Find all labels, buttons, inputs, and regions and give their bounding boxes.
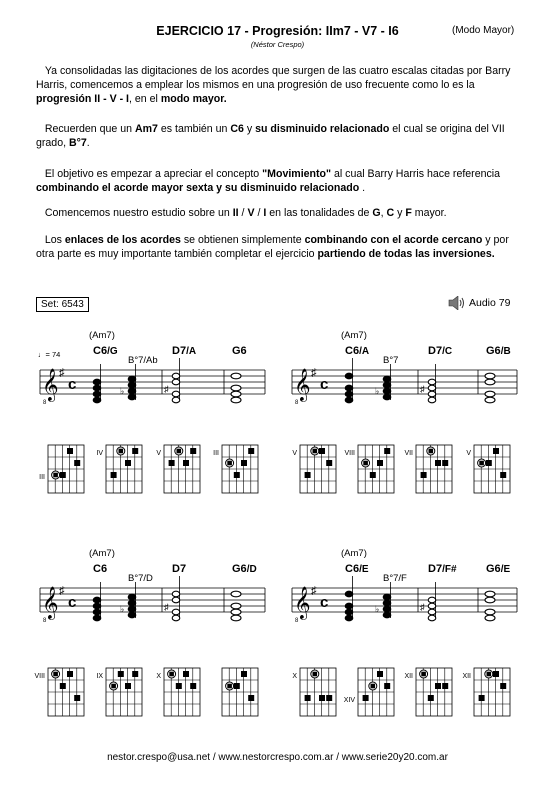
fret-position-label: IX [96,673,103,680]
chord-symbol: C6 [93,563,108,575]
chord-symbol: D7/F# [428,563,457,575]
notehead [345,615,353,621]
notehead [428,615,436,621]
notehead [383,394,391,400]
audio-label: Audio 79 [469,297,511,309]
finger-dot [435,683,441,689]
bold-text: G [372,207,381,219]
finger-dot [319,448,325,454]
finger-dot [442,460,448,466]
notehead [128,594,136,600]
chord-diagram [404,668,452,716]
fret-position-label: XIV [343,697,355,704]
am7-label: (Am7) [341,548,367,559]
notehead [428,385,436,391]
finger-dot [53,473,58,478]
text-run: Ya consolidadas las digitaciones de los acordes que surgen de las cuatro escalas citadas por Barry Harris, comencemos a emplear los mismos en una progresión de uso frecuente como lo es la [36,65,511,91]
chord-symbol: C6/A [345,345,370,357]
notehead [383,600,391,606]
text-run: y [394,207,406,219]
bold-text: enlaces de los acordes [64,234,181,246]
key-sharp-icon: ♯ [59,585,65,597]
finger-dot [125,683,131,689]
key-sharp-icon: ♯ [311,367,317,379]
text-run: y por otra parte es muy importante también completar el ejercicio [36,234,509,260]
finger-dot [177,449,182,454]
fret-position-label: VII [404,450,413,457]
notehead [428,603,436,609]
fret-position-label: III [213,450,219,457]
chord-diagram [34,668,84,716]
chord-symbol: D7/C [428,345,453,357]
notehead [231,615,241,621]
chord-bass: /C [442,346,453,357]
bold-text: II [232,207,239,219]
notehead [128,394,136,400]
treble-clef-icon: 𝄞 [42,369,59,400]
chord-symbol: B°7/F [383,573,407,584]
finger-dot [370,472,376,478]
text-run: se obtienen simplemente [180,234,305,246]
notehead [231,397,241,403]
notehead [428,597,436,603]
finger-dot [428,695,434,701]
finger-dot [486,460,492,466]
chord-diagram [292,668,336,716]
chord-symbol: B°7/D [128,573,153,584]
fret-position-label: V [292,450,297,457]
finger-dot [183,460,189,466]
finger-dot [74,460,80,466]
page-title: EJERCICIO 17 - Progresión: IIm7 - V7 - I6 [156,24,399,38]
chord-bass: /A [359,346,370,357]
text-run: . [359,182,366,194]
notehead [383,606,391,612]
finger-dot [227,684,232,689]
chord-diagram [96,445,142,493]
bold-text: partiendo de todas las inversiones. [317,248,495,260]
bold-text: I [263,207,267,219]
chord-diagram [213,445,258,493]
chord-symbol: B°7/Ab [128,355,158,366]
notehead [93,597,101,603]
finger-dot [500,683,506,689]
text-run: Recuerden que un [44,123,135,135]
notehead [345,391,353,397]
footer-links: nestor.crespo@usa.net / www.nestorcrespo.com.ar / www.serie20y20.com.ar [107,752,448,763]
notehead [93,603,101,609]
finger-dot [305,695,311,701]
octave-mark: 8 [295,618,299,624]
finger-dot [377,671,383,677]
finger-dot [384,683,390,689]
finger-dot [67,671,73,677]
finger-dot [326,695,332,701]
notehead [485,591,495,597]
text-run: en las tonalidades de [266,207,373,219]
chord-diagram [39,445,84,493]
finger-dot [363,461,368,466]
text-run: mayor. [411,207,447,219]
finger-dot [132,671,138,677]
octave-mark: 8 [43,618,47,624]
finger-dot [111,472,117,478]
finger-dot [74,695,80,701]
chord-diagram [292,445,336,493]
treble-clef-icon: 𝄞 [42,587,59,618]
music-system [40,548,265,624]
notehead [93,379,101,385]
finger-dot [487,672,492,677]
notehead [172,609,180,615]
finger-dot [479,695,485,701]
fret-position-label: III [39,474,45,481]
notehead [428,609,436,615]
text-run: / [254,207,264,219]
notehead [485,391,495,397]
notehead [383,612,391,618]
fret-position-label: V [466,450,471,457]
text-run: El objetivo es empezar a apreciar el concepto [44,168,263,180]
sharp-icon: ♯ [420,602,425,612]
finger-dot [421,472,427,478]
notehead [485,609,495,615]
notehead [93,609,101,615]
chord-symbol: C6/E [345,563,369,575]
chord-bass: /G [107,346,118,357]
chord-diagram [344,668,394,716]
bold-text: modo mayor. [160,93,227,105]
chord-diagram [222,668,258,716]
am7-label: (Am7) [341,330,367,341]
am7-label: (Am7) [89,548,115,559]
finger-dot [125,460,131,466]
notehead [345,385,353,391]
finger-dot [169,460,175,466]
chord-symbol: G6/D [232,563,257,575]
finger-dot [169,672,174,677]
sharp-icon: ♯ [164,384,169,394]
notehead [128,606,136,612]
finger-dot [384,448,390,454]
bold-text: progresión II - V - I [36,93,129,105]
text-run: el cual se origina del VII grado, [36,123,505,149]
bold-text: F [405,207,412,219]
fret-position-label: IV [96,450,103,457]
notehead [128,612,136,618]
key-sharp-icon: ♯ [311,585,317,597]
finger-dot [190,683,196,689]
notehead [231,373,241,379]
finger-dot [248,448,254,454]
notehead [231,609,241,615]
bold-text: V [247,207,255,219]
notehead [172,397,180,403]
notehead [128,382,136,388]
notehead [383,382,391,388]
bold-text: C [386,207,395,219]
notehead [428,391,436,397]
common-time-icon: c [320,594,329,611]
notehead [231,391,241,397]
bold-text: su disminuido relacionado [255,123,390,135]
tempo-marking: ♩= 74 [38,350,61,359]
bold-text: C6 [230,123,244,135]
notehead [485,373,495,379]
finger-dot [429,449,434,454]
chord-diagram [462,668,510,716]
music-system [292,330,517,406]
sharp-icon: ♯ [420,384,425,394]
finger-dot [248,695,254,701]
text-run: . [86,137,90,149]
chord-bass: /F# [442,564,457,575]
bold-text: Am7 [134,123,158,135]
notehead [172,615,180,621]
fret-position-label: XII [462,673,471,680]
key-sharp-icon: ♯ [59,367,65,379]
finger-dot [319,695,325,701]
finger-dot [119,449,124,454]
chord-diagram [466,445,510,493]
finger-dot [493,671,499,677]
set-label: Set: 6543 [36,297,89,312]
fret-position-label: VIII [344,450,355,457]
notehead [172,391,180,397]
fret-position-label: V [156,450,161,457]
chord-bass: /A [186,346,197,357]
finger-dot [241,460,247,466]
finger-dot [60,683,66,689]
finger-dot [493,448,499,454]
finger-dot [326,460,332,466]
notehead [172,379,180,385]
text-run: es también un [157,123,231,135]
notehead [345,591,353,597]
notehead [485,379,495,385]
author-label: (Néstor Crespo) [250,40,305,49]
notehead [93,397,101,403]
notehead [383,594,391,600]
finger-dot [67,448,73,454]
flat-icon: ♭ [120,604,125,614]
finger-dot [377,460,383,466]
flat-icon: ♭ [120,386,125,396]
notehead [383,376,391,382]
chord-symbol: D7/A [172,345,197,357]
octave-mark: 8 [295,400,299,406]
finger-dot [241,671,247,677]
finger-dot [118,671,124,677]
notehead [231,603,241,609]
chord-bass: /B [500,346,511,357]
octave-mark: 8 [43,400,47,406]
common-time-icon: c [68,376,77,393]
notehead [345,397,353,403]
common-time-icon: c [320,376,329,393]
notehead [128,388,136,394]
finger-dot [313,449,318,454]
flat-icon: ♭ [375,386,380,396]
text-run: / [238,207,248,219]
fret-position-label: X [156,673,161,680]
chord-diagram [404,445,452,493]
chord-symbol: G6/B [486,345,511,357]
text-run: al cual Barry Harris hace referencia [331,168,501,180]
music-system [292,548,517,624]
finger-dot [421,672,426,677]
finger-dot [53,672,58,677]
bold-text: combinando con el acorde cercano [304,234,483,246]
notehead [93,391,101,397]
text-run: y [243,123,256,135]
text-run: Comencemos nuestro estudio sobre un [44,207,233,219]
notehead [172,373,180,379]
finger-dot [132,448,138,454]
finger-dot [176,683,182,689]
chord-bass: /E [359,564,369,575]
fret-position-label: XII [404,673,413,680]
notehead [383,388,391,394]
finger-dot [371,684,376,689]
music-system [38,330,265,406]
notehead [172,597,180,603]
chord-symbol: B°7 [383,355,399,366]
text-run: , [380,207,387,219]
notehead [485,615,495,621]
notehead [231,591,241,597]
bold-text: B°7 [68,137,87,149]
notehead [172,591,180,597]
chord-bass: /E [500,564,511,575]
fret-position-label: X [292,673,297,680]
chord-diagram [344,445,394,493]
text-run: , en el [129,93,161,105]
finger-dot [313,672,318,677]
notehead [128,376,136,382]
notehead [93,385,101,391]
finger-dot [111,684,116,689]
flat-icon: ♭ [375,604,380,614]
notehead [345,609,353,615]
chord-diagram [96,668,142,716]
fret-position-label: VIII [34,673,45,680]
treble-clef-icon: 𝄞 [294,369,311,400]
finger-dot [60,472,66,478]
notehead [345,603,353,609]
notehead [485,597,495,603]
notehead [428,379,436,385]
finger-dot [305,472,311,478]
chord-symbol: G6 [232,345,247,357]
bold-text: combinando el acorde mayor sexta y su disminuido relacionado [36,182,360,194]
finger-dot [479,461,484,466]
finger-dot [183,671,189,677]
chord-diagram [156,445,200,493]
finger-dot [435,460,441,466]
chord-symbol: C6/G [93,345,118,357]
finger-dot [363,695,369,701]
finger-dot [190,448,196,454]
text-run: Los [44,234,65,246]
sharp-icon: ♯ [164,602,169,612]
finger-dot [500,472,506,478]
chord-bass: /D [246,564,257,575]
chord-diagram [156,668,200,716]
finger-dot [442,683,448,689]
chord-symbol: D7 [172,563,187,575]
finger-dot [234,472,240,478]
finger-dot [234,683,240,689]
notehead [231,385,241,391]
notehead [428,397,436,403]
notehead [93,615,101,621]
common-time-icon: c [68,594,77,611]
bold-text: "Movimiento" [262,168,332,180]
notehead [128,600,136,606]
chord-symbol: G6/E [486,563,511,575]
notehead [485,397,495,403]
finger-dot [227,461,232,466]
mode-label: (Modo Mayor) [452,25,515,36]
notehead [345,373,353,379]
am7-label: (Am7) [89,330,115,341]
treble-clef-icon: 𝄞 [294,587,311,618]
